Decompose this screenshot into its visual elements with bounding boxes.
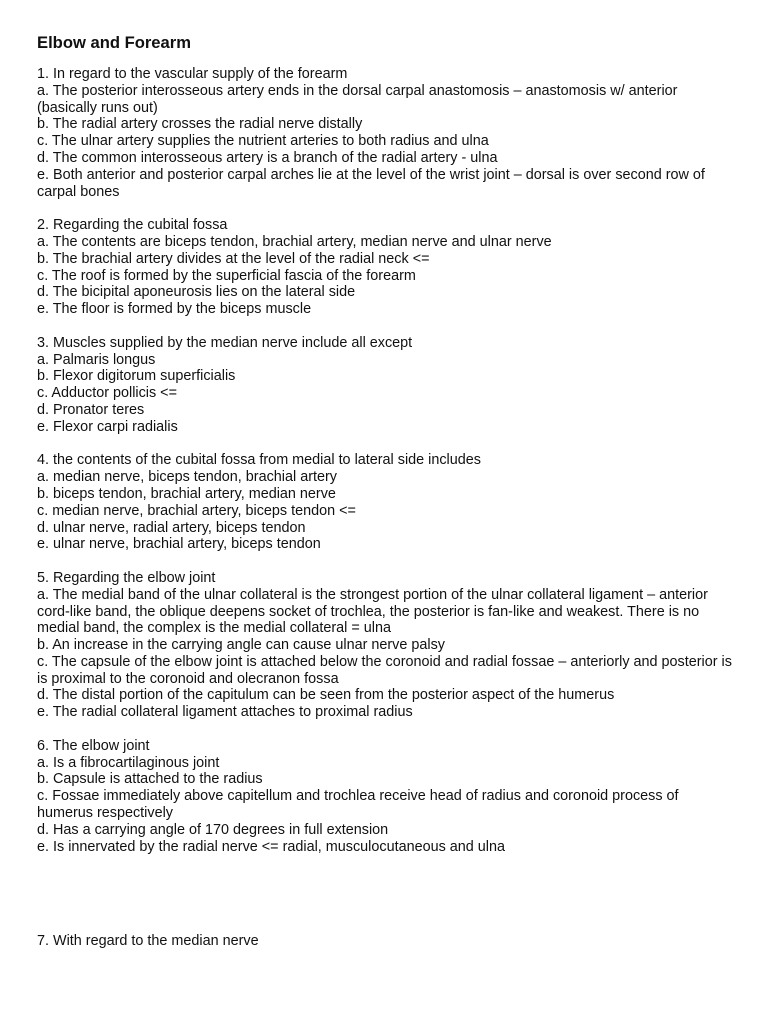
answer-option: a. The posterior interosseous artery ends in the dorsal carpal anastomosis – anastomosis w/ anterior (basically runs out) (37, 82, 678, 116)
answer-option: b. Capsule is attached to the radius (37, 771, 263, 788)
question-stem: 6. The elbow joint (37, 737, 150, 754)
answer-option: a. median nerve, biceps tendon, brachial artery (37, 469, 337, 486)
question-stem: 1. In regard to the vascular supply of the forearm (37, 66, 348, 82)
answer-option: c. The ulnar artery supplies the nutrient arteries to both radius and ulna (37, 133, 489, 150)
answer-option: e. Flexor carpi radialis (37, 418, 178, 435)
answer-option: b. Flexor digitorum superficialis (37, 368, 236, 385)
question-stem: 2. Regarding the cubital fossa (37, 217, 228, 234)
question-stem: 4. the contents of the cubital fossa from medial to lateral side includes (37, 452, 481, 469)
answer-option: e. Both anterior and posterior carpal arches lie at the level of the wrist joint – dorsal is over second row of carpal bones (37, 166, 705, 200)
answer-option: c. median nerve, brachial artery, biceps tendon <= (37, 502, 356, 519)
question-3 (37, 335, 737, 436)
answer-option: b. An increase in the carrying angle can cause ulnar nerve palsy (37, 637, 445, 654)
question-2 (37, 217, 737, 318)
answer-option: e. The radial collateral ligament attaches to proximal radius (37, 704, 413, 721)
answer-option: c. The roof is formed by the superficial fascia of the forearm (37, 267, 416, 284)
answer-option: b. The brachial artery divides at the level of the radial neck <= (37, 250, 430, 267)
answer-option: e. ulnar nerve, brachial artery, biceps tendon (37, 536, 321, 553)
answer-option: b. biceps tendon, brachial artery, median nerve (37, 485, 336, 502)
answer-option: a. Palmaris longus (37, 351, 156, 368)
question-7 (37, 933, 737, 950)
answer-option: d. ulnar nerve, radial artery, biceps tendon (37, 519, 306, 536)
answer-option: d. Has a carrying angle of 170 degrees in full extension (37, 821, 389, 838)
document-page (37, 33, 737, 950)
question-stem: 5. Regarding the elbow joint (37, 569, 216, 586)
answer-option: a. Is a fibrocartilaginous joint (37, 754, 220, 771)
question-1 (37, 66, 737, 200)
answer-option: e. The floor is formed by the biceps muscle (37, 301, 312, 318)
answer-option: d. The common interosseous artery is a branch of the radial artery - ulna (37, 149, 498, 166)
answer-option: a. The contents are biceps tendon, brachial artery, median nerve and ulnar nerve (37, 233, 552, 250)
answer-option: c. The capsule of the elbow joint is attached below the coronoid and radial fossae – anteriorly and posterior is is proximal to the coronoid and olecranon fossa (37, 653, 732, 687)
answer-option: d. The bicipital aponeurosis lies on the lateral side (37, 284, 356, 301)
question-5 (37, 570, 737, 721)
answer-option: c. Adductor pollicis <= (37, 385, 177, 402)
answer-option: d. The distal portion of the capitulum can be seen from the posterior aspect of the humerus (37, 687, 615, 704)
answer-option: a. The medial band of the ulnar collateral is the strongest portion of the ulnar collateral ligament – anterior cord-like band, the oblique deepens socket of trochlea, the posterior is fan-like and weakest. There is no medial band, the complex is the medial collateral = ulna (37, 586, 708, 637)
answer-option: e. Is innervated by the radial nerve <= radial, musculocutaneous and ulna (37, 838, 505, 855)
document-title: Elbow and Forearm (37, 33, 191, 52)
question-stem: 3. Muscles supplied by the median nerve include all except (37, 334, 413, 351)
answer-option: b. The radial artery crosses the radial nerve distally (37, 116, 363, 133)
answer-option: d. Pronator teres (37, 401, 145, 418)
question-stem: 7. With regard to the median nerve (37, 933, 259, 950)
question-4 (37, 452, 737, 553)
question-6 (37, 738, 737, 856)
answer-option: c. Fossae immediately above capitellum and trochlea receive head of radius and coronoid process of humerus respectively (37, 788, 679, 822)
